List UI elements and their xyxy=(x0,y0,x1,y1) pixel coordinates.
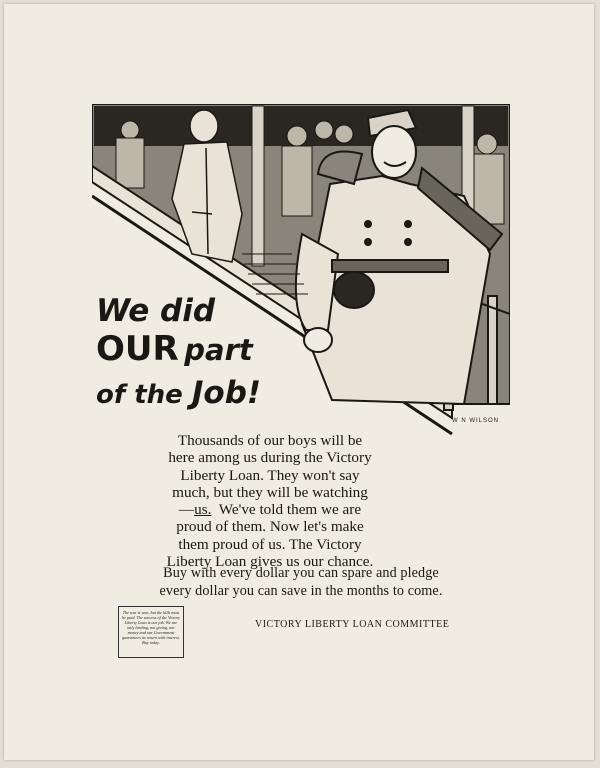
body-dash: — xyxy=(178,501,195,519)
headline-our: OUR xyxy=(96,329,179,369)
body-line: proud of them. Now let's make xyxy=(176,518,364,536)
headline xyxy=(96,293,261,413)
committee-name: VICTORY LIBERTY LOAN COMMITTEE xyxy=(255,619,450,630)
body-line: Liberty Loan. They won't say xyxy=(180,466,360,484)
headline-line-3 xyxy=(96,375,261,413)
headline-line-1: We did xyxy=(96,293,216,329)
body-line: Thousands of our boys will be xyxy=(177,432,363,449)
headline-of-the: of the xyxy=(96,380,183,410)
body-line: here among us during the Victory xyxy=(168,449,372,467)
body-line: Liberty Loan gives us our chance. xyxy=(166,553,374,571)
artist-signature: W N WILSON xyxy=(452,418,499,424)
buy-line-1: Buy with every dollar you can spare and pledge xyxy=(163,565,439,581)
headline-part: part xyxy=(184,333,253,367)
headline-job: Job! xyxy=(191,375,262,411)
body-us: us. xyxy=(194,501,212,519)
body-paragraph xyxy=(100,432,440,570)
body-line: them proud of us. The Victory xyxy=(178,535,362,553)
body-line xyxy=(100,501,440,518)
buy-appeal xyxy=(96,565,506,600)
body-after-us: We've told them we are xyxy=(211,501,362,519)
small-print-text: The war is won, but the bills must be paid. The success of the Victory Liberty Loan is our job. We are only lending, not giving, our money and our Government guarantees its return with interest. Buy today. xyxy=(122,610,180,645)
headline-line-2 xyxy=(96,329,261,375)
body-line: much, but they will be watching xyxy=(172,483,368,501)
small-print-box xyxy=(118,606,184,658)
buy-line-2: every dollar you can save in the months to come. xyxy=(159,582,443,599)
